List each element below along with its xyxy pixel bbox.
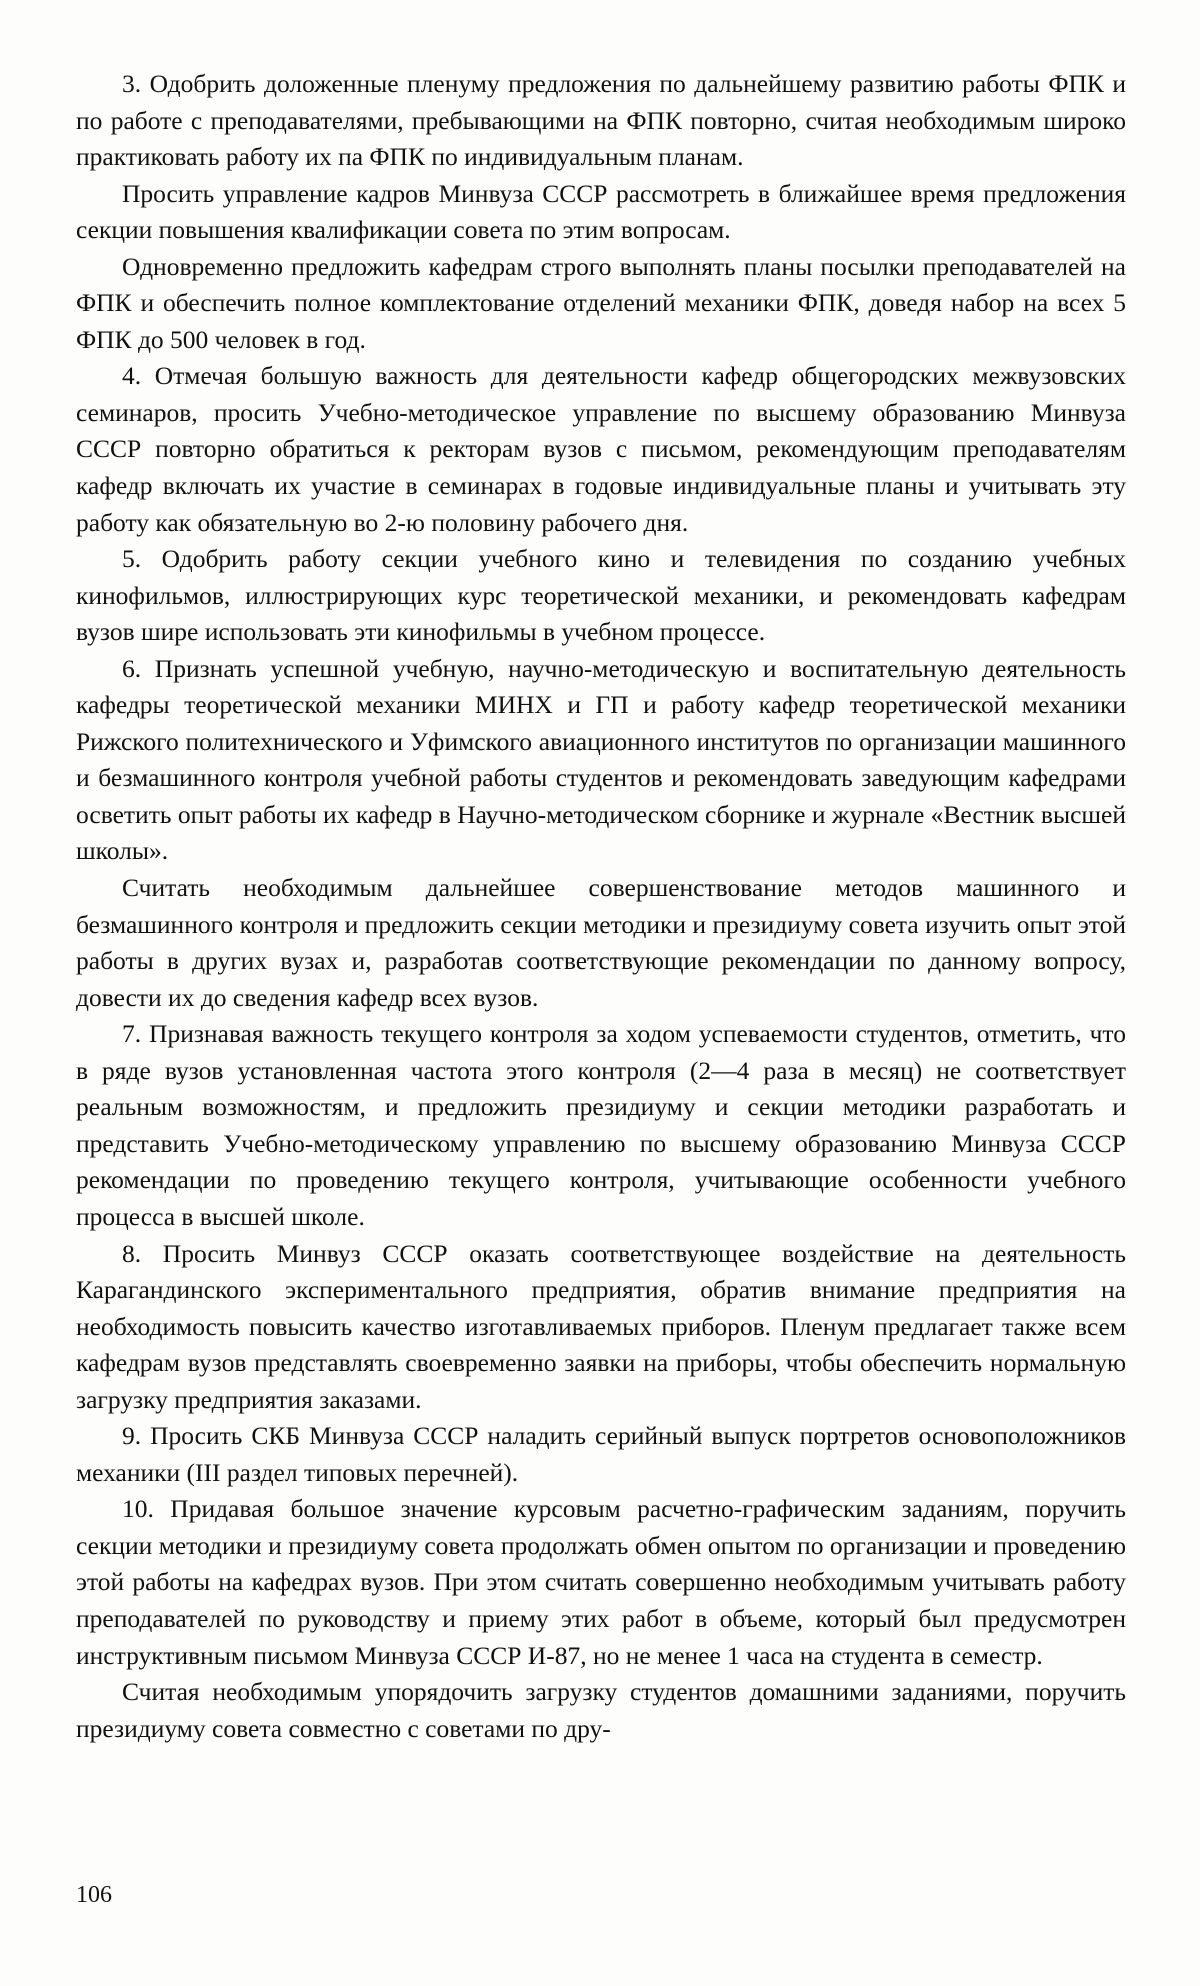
paragraph-item-9: 9. Просить СКБ Минвуза СССР наладить серийный выпуск портретов основоположников механики (III раздел типовых перечней).	[76, 1421, 1126, 1487]
paragraph-departments-plans: Одновременно предложить кафедрам строго выполнять планы посылки преподавателей на ФПК и обеспечить полное комплектование отделений механики ФПК, доведя набор на всех 5 ФПК до 500 человек в год.	[76, 251, 1126, 354]
paragraph-personnel-request: Просить управление кадров Минвуза СССР рассмотреть в ближайшее время предложения секции повышения квалификации совета по этим вопросам.	[76, 178, 1126, 245]
body-text	[76, 66, 1126, 1747]
paragraph-item-4: 4. Отмечая большую важность для деятельности кафедр общегородских межвузовских семинаров, просить Учебно-методическое управление по высшему образованию Минвуза СССР повторно обратиться к ректорам вузов с письмом, рекомендующим преподавателям кафедр включать их участие в семинарах в годовые индивидуальные планы и учитывать эту работу как обязательную во 2-ю половину рабочего дня.	[76, 361, 1126, 537]
paragraph-item-3: 3. Одобрить доложенные пленуму предложения по дальнейшему развитию работы ФПК и по работе с преподавателями, пребывающими на ФПК повторно, считая необходимым широко практиковать работу их па ФПК по индивидуальным планам.	[76, 69, 1126, 172]
paragraph-item-7: 7. Признавая важность текущего контроля за ходом успеваемости студентов, отметить, что в ряде вузов установленная частота этого контроля (2—4 раза в месяц) не соответствует реальным возможностям, и предложить президиуму и секции методики разработать и представить Учебно-методическому управлению по высшему образованию Минвуза СССР рекомендации по проведению текущего контроля, учитывающие особенности учебного процесса в высшей школе.	[76, 1019, 1126, 1231]
paragraph-item-10: 10. Придавая большое значение курсовым расчетно-графическим заданиям, поручить секции методики и президиуму совета продолжать обмен опытом по организации и проведению этой работы на кафедрах вузов. При этом считать совершенно необходимым учитывать работу преподавателей по руководству и приему этих работ в объеме, который был предусмотрен инструктивным письмом Минвуза СССР И-87, но не менее 1 часа на студента в семестр.	[76, 1494, 1126, 1670]
paragraph-item-6: 6. Признать успешной учебную, научно-методическую и воспитательную деятельность кафедры теоретической механики МИНХ и ГП и работу кафедр теоретической механики Рижского политехнического и Уфимского авиационного институтов по организации машинного и безмашинного контроля учебной работы студентов и рекомендовать заведующим кафедрами осветить опыт работы их кафедр в Научно-методическом сборнике и журнале «Вестник высшей школы».	[76, 653, 1126, 866]
paragraph-control-methods: Считать необходимым дальнейшее совершенствование методов машинного и безмашинного контроля и предложить секции методики и президиуму совета изучить опыт этой работы в других вузах и, разработав соответствующие рекомендации по данному вопросу, довести их до сведения кафедр всех вузов.	[76, 873, 1126, 1012]
page-number: 106	[76, 1882, 112, 1908]
paragraph-item-5: 5. Одобрить работу секции учебного кино и телевидения по созданию учебных кинофильмов, иллюстрирующих курс теоретической механики, и рекомендовать кафедрам вузов шире использовать эти кинофильмы в учебном процессе.	[76, 544, 1126, 647]
paragraph-item-8: 8. Просить Минвуз СССР оказать соответствующее воздействие на деятельность Карагандинского экспериментального предприятия, обратив внимание предприятия на необходимость повысить качество изготавливаемых приборов. Пленум предлагает также всем кафедрам вузов представлять своевременно заявки на приборы, чтобы обеспечить нормальную загрузку предприятия заказами.	[76, 1238, 1126, 1414]
paragraph-homework-load: Считая необходимым упорядочить загрузку студентов домашними заданиями, поручить президиуму совета совместно с советами по дру-	[76, 1677, 1126, 1743]
